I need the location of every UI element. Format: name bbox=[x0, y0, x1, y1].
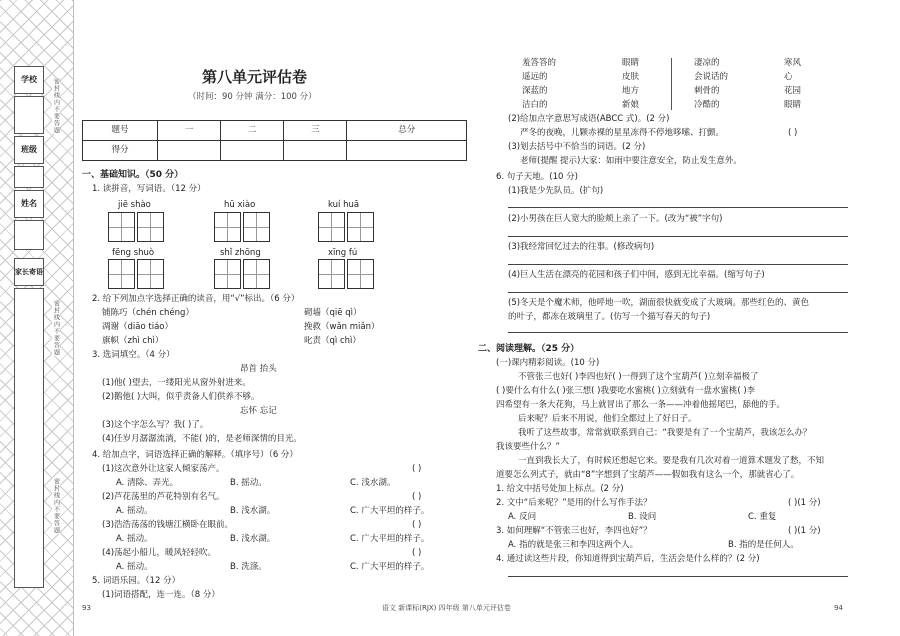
answer-line[interactable] bbox=[508, 264, 848, 265]
fill-blank[interactable]: (4)任岁月潺潺流淌，不能( )的，是老师深情的目光。 bbox=[102, 434, 302, 444]
passage-line: 道要怎么列式子，就由“8”字想到了宝葫芦——假如我有这么一个，那就省心了。 bbox=[496, 470, 800, 480]
page-number: 94 bbox=[834, 604, 843, 612]
option[interactable]: B. 浅水湖。 bbox=[230, 534, 276, 544]
match-word[interactable]: 眼睛 bbox=[622, 58, 640, 68]
score-table bbox=[82, 120, 467, 161]
answer-line[interactable] bbox=[508, 576, 848, 577]
answer-line[interactable] bbox=[508, 236, 848, 237]
sub-question: (4)巨人生活在漂亮的花园和孩子们中间，感到无比幸福。(缩写句子) bbox=[508, 270, 765, 280]
pinyin: fēng shuò bbox=[112, 248, 155, 258]
sub-question: (2)芦花荡里的芦花特别有名气。 bbox=[102, 492, 225, 502]
option[interactable]: A. 摇动。 bbox=[116, 506, 153, 516]
pinyin: hū xiào bbox=[224, 200, 256, 210]
answer-paren[interactable]: ( ) bbox=[412, 548, 422, 558]
match-word[interactable]: 眼睛 bbox=[784, 100, 802, 110]
parent-note-field bbox=[14, 288, 44, 588]
match-word[interactable]: 花园 bbox=[784, 86, 802, 96]
option[interactable]: C. 重复 bbox=[748, 512, 777, 522]
option[interactable]: A. 反问 bbox=[508, 512, 537, 522]
answer-paren[interactable]: ( ) bbox=[412, 464, 422, 474]
question: 1. 读拼音，写词语。（12 分） bbox=[92, 184, 206, 194]
page-number: 93 bbox=[82, 604, 91, 612]
match-word[interactable]: 会说话的 bbox=[694, 72, 729, 82]
question: 1. 给文中括号处加上标点。(2 分) bbox=[496, 484, 624, 494]
sentence: 严冬的夜晚，儿颗赤裸的星星冻得不停地哆嗦、打颤。 bbox=[520, 128, 725, 138]
option[interactable]: A. 清除、弄光。 bbox=[116, 478, 179, 488]
writing-boxes[interactable] bbox=[318, 212, 374, 242]
seal-text: 密封线内不要答题 bbox=[52, 78, 60, 134]
pinyin: shǐ zhōng bbox=[220, 248, 261, 258]
pinyin: jiē shào bbox=[118, 200, 151, 210]
page-subtitle: （时间：90 分钟 满分：100 分） bbox=[188, 92, 317, 102]
passage-line: 我该要些什么？” bbox=[496, 442, 560, 452]
writing-boxes[interactable] bbox=[108, 259, 164, 289]
option[interactable]: A. 指的就是张三和李四这两个人。 bbox=[508, 540, 639, 550]
match-word[interactable]: 寒风 bbox=[784, 58, 802, 68]
option[interactable]: 铺陈巧（chén chéng） bbox=[102, 308, 194, 318]
match-word[interactable]: 深蓝的 bbox=[522, 86, 548, 96]
score-cell[interactable] bbox=[347, 141, 467, 161]
sub-question: (3)我经常回忆过去的往事。(修改病句) bbox=[508, 242, 655, 252]
match-word[interactable]: 新娘 bbox=[622, 100, 640, 110]
fill-blank[interactable]: (1)他( )望去，一缕阳光从窗外射进来。 bbox=[102, 378, 251, 388]
passage-line: ( )要什么有什么( )张三想( )我要吃水蜜桃( )立刻就有一盘水蜜桃( )李 bbox=[496, 386, 756, 396]
passage-line: 后来呢？后来不用说，他们全都过上了好日子。 bbox=[518, 414, 697, 424]
question: 3. 如何理解“不管张三也好，李四也好”？ bbox=[496, 526, 652, 536]
question: 3. 选词填空。（4 分） bbox=[92, 350, 175, 360]
match-word[interactable]: 心 bbox=[784, 72, 793, 82]
option[interactable]: 砌墙（qiē qì） bbox=[304, 308, 362, 318]
sub-question: (4)荡起小船儿，暖风轻轻吹。 bbox=[102, 548, 217, 558]
passage-line: 不管张三也好( )李四也好( )一得到了这个宝葫芦( )立刻幸福极了 bbox=[518, 372, 759, 382]
answer-line[interactable] bbox=[508, 292, 848, 293]
passage-line: 一直到我长大了，有时候还想起它来。要是我有几次对着一道算术题发了愁，不知 bbox=[518, 456, 825, 466]
section-heading: 一、基础知识。（50 分） bbox=[82, 170, 184, 180]
question: 2. 文中“后来呢？”是用的什么写作手法？ bbox=[496, 498, 652, 508]
word-bank: 昂首 抬头 bbox=[240, 364, 277, 374]
match-word[interactable]: 皮肤 bbox=[622, 72, 640, 82]
name-label: 姓名 bbox=[14, 190, 44, 218]
answer-paren[interactable]: ( ) bbox=[412, 492, 422, 502]
sub-heading: (一)课内精彩阅读。(10 分) bbox=[496, 358, 600, 368]
word-bank: 忘怀 忘记 bbox=[240, 406, 277, 416]
answer-line[interactable] bbox=[508, 332, 848, 333]
left-page bbox=[82, 0, 467, 636]
school-label: 学校 bbox=[14, 66, 44, 94]
option[interactable]: B. 设问 bbox=[628, 512, 657, 522]
option[interactable]: C. 广大平坦的样子。 bbox=[350, 506, 430, 516]
match-word[interactable]: 遥远的 bbox=[522, 72, 548, 82]
sentence: 老师(提醒 提示)大家：如雨中要注意安全，防止发生意外。 bbox=[520, 156, 742, 166]
class-field bbox=[14, 166, 44, 188]
score-cell[interactable] bbox=[221, 141, 284, 161]
option[interactable]: A. 摇动。 bbox=[116, 562, 153, 572]
option[interactable]: A. 摇动。 bbox=[116, 534, 153, 544]
sub-question: (1)我是少先队员。(扩句) bbox=[508, 186, 604, 196]
option[interactable]: C. 广大平坦的样子。 bbox=[350, 534, 430, 544]
option[interactable]: C. 广大平坦的样子。 bbox=[350, 562, 430, 572]
option[interactable]: 叱责（qì chì） bbox=[304, 336, 361, 346]
writing-boxes[interactable] bbox=[108, 212, 164, 242]
match-word[interactable]: 凄凉的 bbox=[694, 58, 720, 68]
sub-question: (5)冬天是个魔术师，他呼地一吹，湖面很快就变成了大玻璃。那些红色的、黄色 bbox=[508, 298, 810, 308]
answer-paren[interactable]: ( )(1 分) bbox=[788, 498, 821, 508]
writing-boxes[interactable] bbox=[214, 212, 270, 242]
seal-text: 密封线内不要答题 bbox=[52, 300, 60, 356]
option[interactable]: 凋谢（diāo tiáo） bbox=[102, 322, 173, 332]
score-cell[interactable] bbox=[284, 141, 347, 161]
answer-line[interactable] bbox=[508, 207, 848, 208]
seal-text: 密封线内不要答题 bbox=[52, 478, 60, 534]
match-word[interactable]: 地方 bbox=[622, 86, 640, 96]
option[interactable]: 旗帜（zhì chì） bbox=[102, 336, 164, 346]
passage-line: 我听了这些故事，常常就联系到自己：“我要是有了一个宝葫芦，我该怎么办？ bbox=[518, 428, 812, 438]
writing-boxes[interactable] bbox=[318, 259, 374, 289]
match-word[interactable]: 洁白的 bbox=[522, 100, 548, 110]
name-field bbox=[14, 220, 44, 250]
answer-paren[interactable]: ( )(1 分) bbox=[788, 526, 821, 536]
score-cell[interactable] bbox=[158, 141, 221, 161]
pinyin: xīng fú bbox=[328, 248, 358, 258]
question: 6. 句子天地。(10 分) bbox=[496, 172, 578, 182]
school-field bbox=[14, 96, 44, 134]
sub-question: (3)浩浩荡荡的钱塘江横卧在眼前。 bbox=[102, 520, 234, 530]
table-header: 总分 bbox=[347, 121, 467, 141]
parent-note-label: 家长寄语 bbox=[14, 258, 44, 286]
match-word[interactable]: 冷酷的 bbox=[694, 100, 720, 110]
sub-question: (1)词语搭配，连一连。（8 分） bbox=[102, 590, 220, 600]
option[interactable]: B. 洗涤。 bbox=[230, 562, 267, 572]
question: 2. 给下列加点字选择正确的读音，用“√”标出。（6 分） bbox=[92, 294, 300, 304]
question: 4. 给加点字，词语选择正确的解释。（填序号）（6 分） bbox=[92, 450, 298, 460]
passage-line: 四希望有一条大花狗，马上就冒出了那么一条——冲着他摇尾巴，舔他的手。 bbox=[496, 400, 786, 410]
question: 5. 词语乐园。（12 分） bbox=[92, 576, 181, 586]
table-header: 二 bbox=[221, 121, 284, 141]
class-label: 班级 bbox=[14, 136, 44, 164]
table-header: 题号 bbox=[83, 121, 158, 141]
sub-question: (3)划去括号中不恰当的词语。(2 分) bbox=[508, 142, 646, 152]
option[interactable]: C. 浅水湖。 bbox=[350, 478, 396, 488]
section-heading: 二、阅读理解。（25 分） bbox=[478, 344, 580, 354]
option[interactable]: B. 浅水湖。 bbox=[230, 506, 276, 516]
match-word[interactable]: 刺骨的 bbox=[694, 86, 720, 96]
table-header: 一 bbox=[158, 121, 221, 141]
fill-blank[interactable]: (2)鹅他( )大叫，似乎责备人们供养不够。 bbox=[102, 392, 260, 402]
answer-paren[interactable]: ( ) bbox=[788, 128, 798, 138]
question: 4. 通过读这些片段，你知道得到宝葫芦后，生活会是什么样的？(2 分) bbox=[496, 554, 760, 564]
option[interactable]: 挽救（wǎn miǎn） bbox=[304, 322, 380, 332]
table-header: 三 bbox=[284, 121, 347, 141]
option[interactable]: B. 指的是任何人。 bbox=[728, 540, 799, 550]
sub-question: 的叶子，都冻在玻璃里了。(仿写一个描写春天的句子) bbox=[508, 312, 711, 322]
pinyin: kuí huā bbox=[328, 200, 360, 210]
fill-blank[interactable]: (3)这个字怎么写？我( )了。 bbox=[102, 420, 209, 430]
writing-boxes[interactable] bbox=[214, 259, 270, 289]
sub-question: (1)这次意外让这家人倾家荡产。 bbox=[102, 464, 225, 474]
page-title: 第八单元评估卷 bbox=[202, 68, 308, 86]
answer-paren[interactable]: ( ) bbox=[412, 520, 422, 530]
option[interactable]: B. 摇动。 bbox=[230, 478, 267, 488]
right-page bbox=[478, 0, 858, 636]
table-row-label: 得分 bbox=[83, 141, 158, 161]
sub-question: (2)给加点字意思写成语(ABCC 式)。(2 分) bbox=[508, 114, 670, 124]
match-word[interactable]: 羞答答的 bbox=[522, 58, 557, 68]
footer-text: 语文 新课标(RJX) 四年级 第八单元评估卷 bbox=[382, 604, 511, 612]
sub-question: (2)小男孩在巨人宽大的脸颊上亲了一下。(改为“被”字句) bbox=[508, 214, 723, 224]
